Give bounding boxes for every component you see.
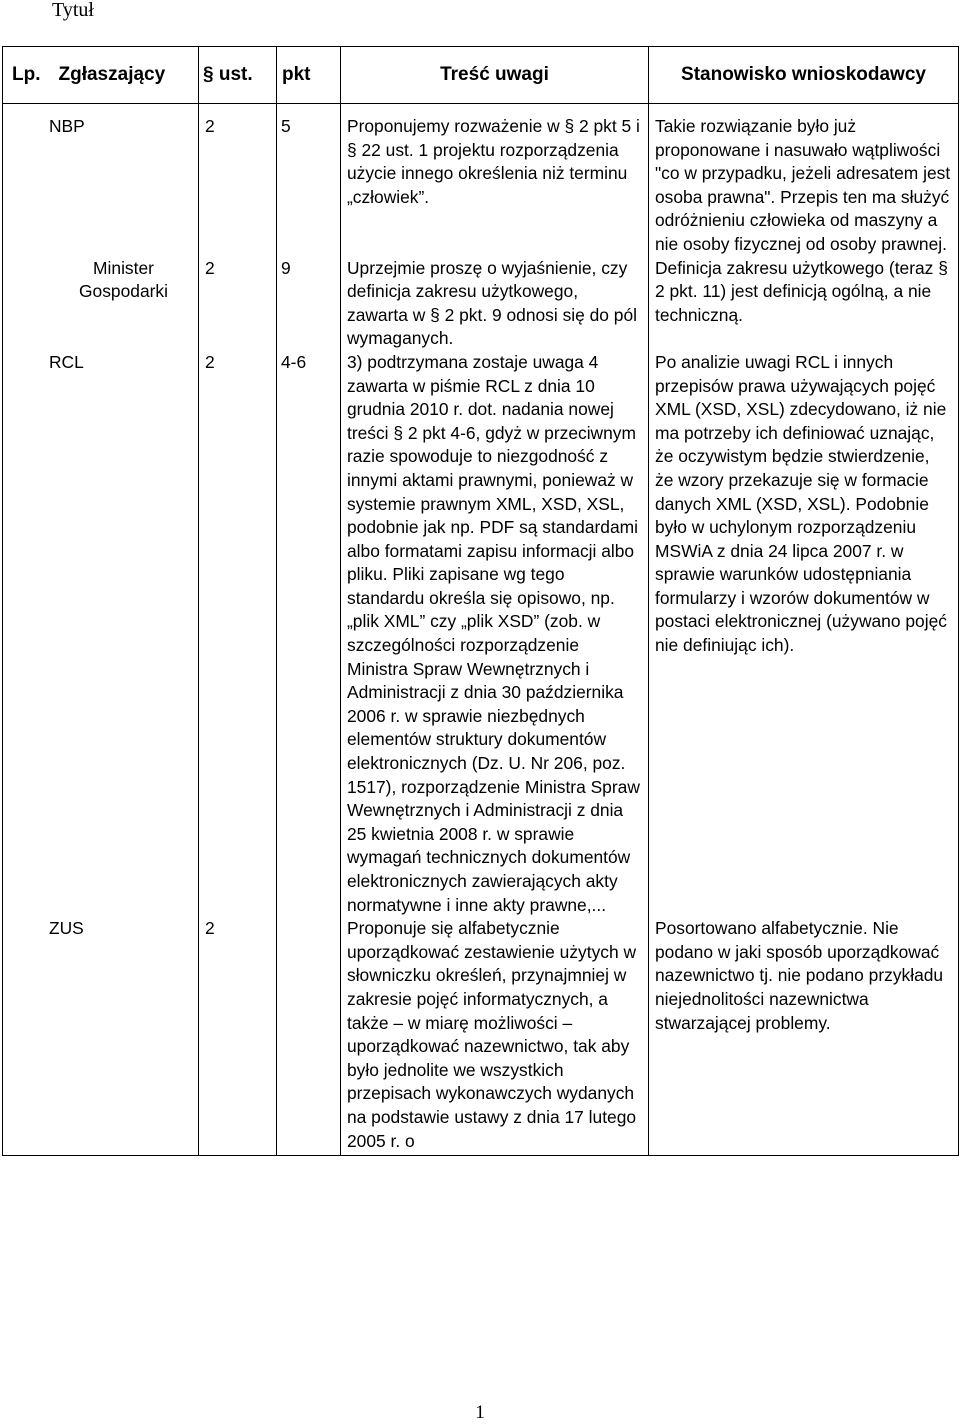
zglaszajacy-text: Minister Gospodarki <box>79 257 168 302</box>
tresc-text: Proponujemy rozważenie w § 2 pkt 5 i § 22 ust. 1 projektu rozporządzenia użycie innego określenia niż terminu „człowiek”. <box>347 116 640 207</box>
page-number: 1 <box>475 1402 485 1423</box>
document-title: Tytuł <box>52 0 94 21</box>
cell-stanowisko <box>649 917 959 1155</box>
cell-pkt <box>277 257 341 351</box>
cell-ust <box>199 104 277 257</box>
pkt-text: 9 <box>281 257 291 278</box>
cell-zglaszajacy <box>3 917 199 1155</box>
cell-pkt <box>277 917 341 1155</box>
cell-ust <box>199 257 277 351</box>
cell-stanowisko <box>649 104 959 257</box>
zglaszajacy-text: RCL <box>49 351 84 372</box>
ust-text: 2 <box>205 918 215 939</box>
ust-text: 2 <box>205 351 215 372</box>
tresc-text: Proponuje się alfabetycznie uporządkować zestawienie użytych w słowniczku określeń, przynajmniej w zakresie pojęć informatycznych, a także – w miarę możliwości – uporządkować nazewnictwo, tak aby było jednolite we wszystkich przepisach wykonawczych wydanych na podstawie ustawy z dnia 17 lutego 2005 r. o <box>347 918 637 1151</box>
cell-tresc <box>341 257 649 351</box>
header-tresc: Treść uwagi <box>341 47 649 104</box>
stanowisko-text: Takie rozwiązanie było już proponowane i nasuwało wątpliwości "co w przypadku, jeżeli adresatem jest osoba prawna". Przepis ten ma służyć odróżnieniu człowieka od maszyny a nie osoby fizycznej od osoby prawnej. <box>655 116 951 254</box>
stanowisko-text: Definicja zakresu użytkowego (teraz § 2 pkt. 11) jest definicją ogólną, a nie techniczną. <box>655 257 948 325</box>
table-row <box>3 257 959 351</box>
cell-ust <box>199 917 277 1155</box>
cell-zglaszajacy <box>3 351 199 917</box>
pkt-text: 4-6 <box>281 351 307 372</box>
table-row <box>3 351 959 917</box>
cell-zglaszajacy <box>3 257 199 351</box>
cell-pkt <box>277 351 341 917</box>
header-zglaszajacy: Zgłaszający <box>51 47 199 104</box>
stanowisko-text: Posortowano alfabetycznie. Nie podano w jaki sposób uporządkować nazewnictwo tj. nie podano przykładu niejednolitości nazewnictwa stwarzającej problemy. <box>655 918 944 1033</box>
comments-table <box>2 46 959 1156</box>
cell-stanowisko <box>649 351 959 917</box>
cell-tresc <box>341 351 649 917</box>
ust-text: 2 <box>205 257 215 278</box>
header-lp: Lp. <box>3 47 51 104</box>
cell-tresc <box>341 104 649 257</box>
zglaszajacy-text: ZUS <box>49 918 84 939</box>
cell-stanowisko <box>649 257 959 351</box>
tresc-text: 3) podtrzymana zostaje uwaga 4 zawarta w piśmie RCL z dnia 10 grudnia 2010 r. dot. nadania nowej treści § 2 pkt 4-6, gdyż w przeciwnym razie spowoduje to niezgodność z innymi aktami prawnymi, ponieważ w systemie prawnym XML, XSD, XSL, podobnie jak np. PDF są standardami albo formatami zapisu informacji albo pliku. Pliki zapisane wg tego standardu określa się opisowo, np. „plik XML” czy „plik XSD” (zob. w szczególności rozporządzenie Ministra Spraw Wewnętrznych i Administracji z dnia 30 października 2006 r. w sprawie niezbędnych elementów struktury dokumentów elektronicznych (Dz. U. Nr 206, poz. 1517), rozporządzenie Ministra Spraw Wewnętrznych i Administracji z dnia 25 kwietnia 2008 r. w sprawie wymagań technicznych dokumentów elektronicznych zawierających akty normatywne i inne akty prawne,... <box>347 351 640 915</box>
table-header-row <box>3 47 959 104</box>
cell-pkt <box>277 104 341 257</box>
cell-zglaszajacy <box>3 104 199 257</box>
header-pkt: pkt <box>277 47 341 104</box>
header-stanowisko: Stanowisko wnioskodawcy <box>649 47 959 104</box>
ust-text: 2 <box>205 116 215 136</box>
cell-ust <box>199 351 277 917</box>
zglaszajacy-text: NBP <box>49 116 85 136</box>
tresc-text: Uprzejmie proszę o wyjaśnienie, czy definicja zakresu użytkowego, zawarta w § 2 pkt. 9 odnosi się do pól wymaganych. <box>347 257 638 349</box>
stanowisko-text: Po analizie uwagi RCL i innych przepisów prawa używających pojęć XML (XSD, XSL) zdecydowano, iż nie ma potrzeby ich definiować uznając, że oczywistym będzie stwierdzenie, że wzory przekazuje się w formacie danych XML (XSD, XSL). Podobnie było w uchylonym rozporządzeniu MSWiA z dnia 24 lipca 2007 r. w sprawie warunków udostępniania formularzy i wzorów dokumentów w postaci elektronicznej (używano pojęć nie definiując ich). <box>655 351 947 656</box>
cell-tresc <box>341 917 649 1155</box>
pkt-text: 5 <box>281 116 291 136</box>
table-row <box>3 917 959 1155</box>
header-ust: § ust. <box>199 47 277 104</box>
table-row <box>3 104 959 257</box>
